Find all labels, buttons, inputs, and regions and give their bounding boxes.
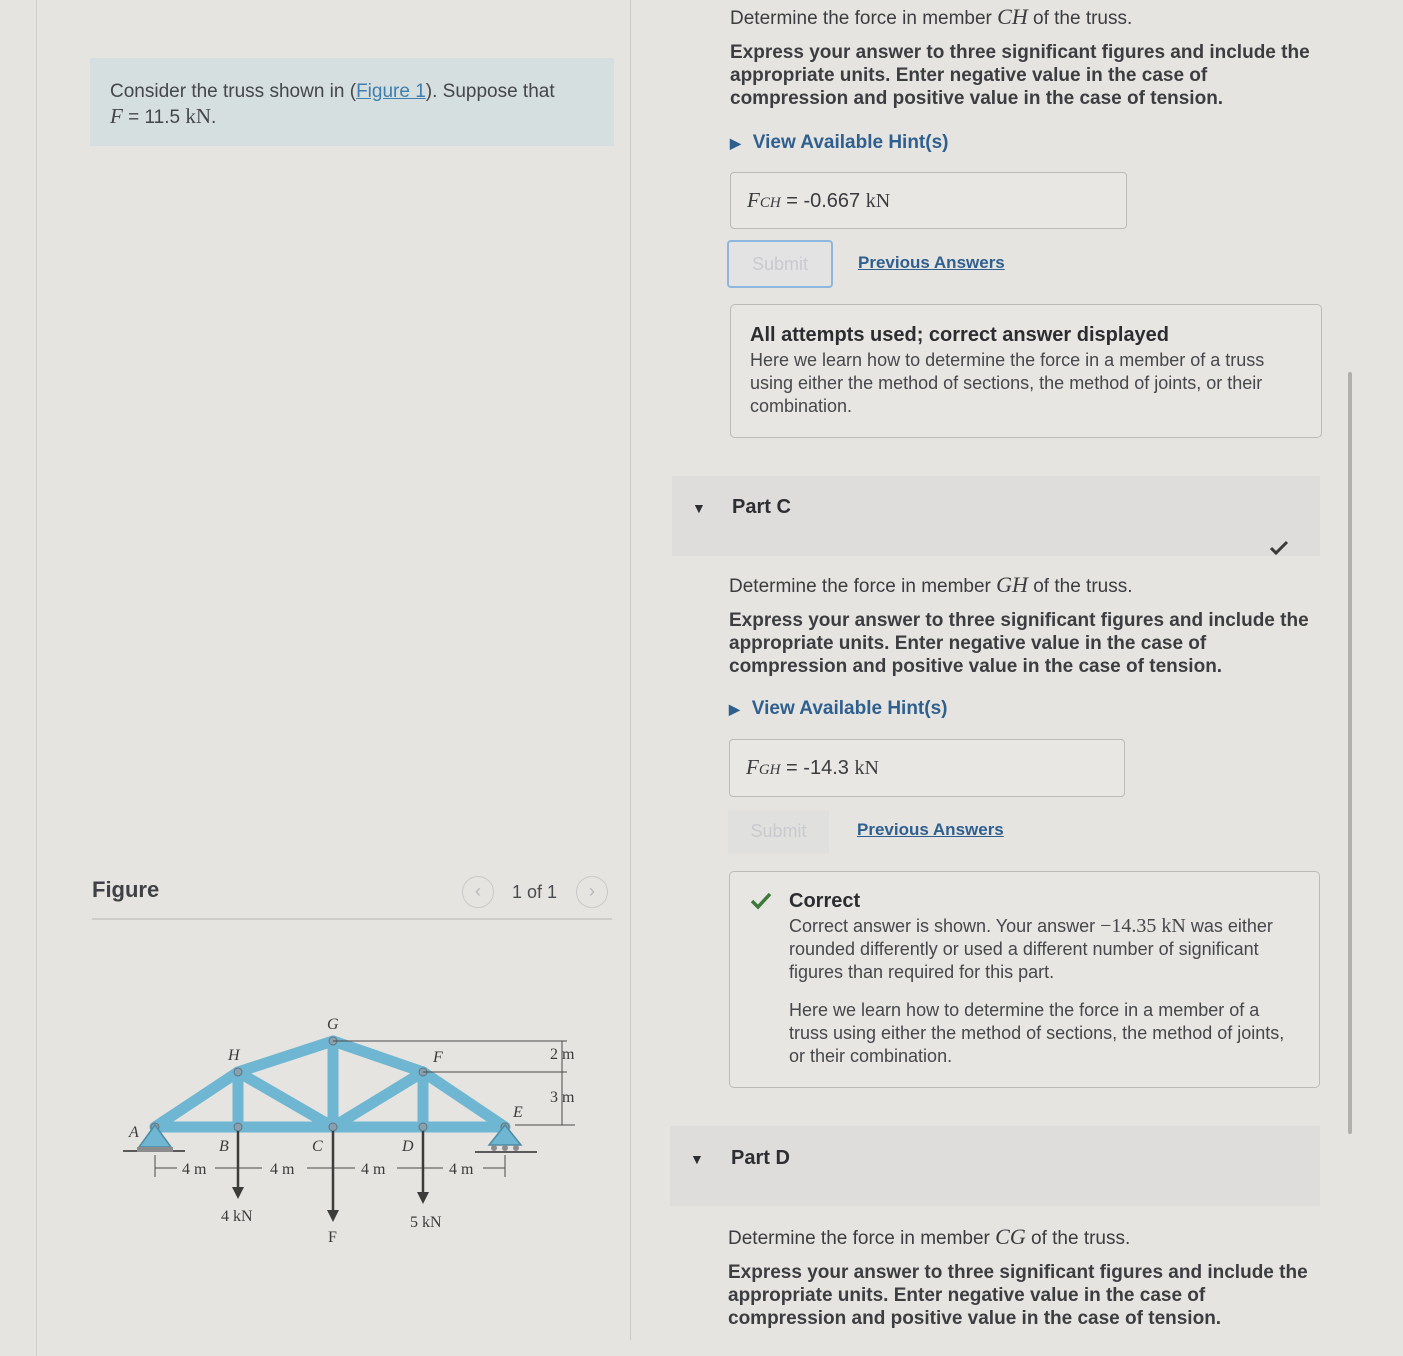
question-text: Determine the force in member [729,576,997,597]
dim-label-1: 4 m [182,1161,207,1178]
label-e: E [513,1104,523,1121]
caret-down-icon[interactable]: ▼ [690,1151,704,1167]
part-d-instructions: Express your answer to three significant figures and include the appropriate units. Enter negative value in the case of compression and positive value in the case of tension. [728,1262,1308,1329]
answer-unit: kN [865,190,891,212]
figure-link[interactable]: Figure 1 [356,81,426,102]
force-value: = 11.5 [122,107,186,128]
label-c: C [312,1138,323,1155]
caret-down-icon[interactable]: ▼ [692,500,706,516]
part-b-previous-answers-link[interactable]: Previous Answers [858,253,1005,272]
feedback-text-end: was either rounded differently or used a different number of significant figures than required for this part. [789,916,1273,982]
joint-c [329,1123,337,1131]
part-c-title: Part C [732,496,791,518]
force-period: . [211,107,217,128]
part-c-feedback-title: Correct [789,890,861,912]
hint-label: View Available Hint(s) [751,698,948,719]
part-b-question [730,4,1132,30]
load-label-b: 4 kN [221,1208,253,1225]
member-cf [333,1072,423,1127]
feedback-text-start: Correct answer is shown. Your answer [789,916,1101,936]
label-h: H [228,1047,240,1064]
answer-subscript: GH [758,762,781,778]
truss-diagram [115,1005,595,1255]
answer-unit: kN [854,757,879,779]
part-b-submit-button[interactable]: Submit [727,240,833,288]
chevron-left-icon: ‹ [475,881,481,901]
label-d: D [402,1138,414,1155]
question-text: Determine the force in member [728,1228,996,1249]
part-b-answer-field[interactable] [730,172,1127,229]
left-edge-line [36,0,37,1356]
question-text-end: of the truss. [1025,1228,1131,1249]
load-label-d: 5 kN [410,1214,442,1231]
truss-members [155,1041,505,1127]
scrollbar[interactable] [1348,372,1352,1134]
part-c-submit-button[interactable]: Submit [728,810,829,854]
figure-divider [92,918,612,920]
correct-checkmark-icon [749,891,773,911]
member-ah [155,1072,238,1127]
question-text-end: of the truss. [1027,8,1133,29]
force-variable: F [110,104,123,128]
answer-value: = -0.667 [780,190,866,212]
dim-label-bottom: 3 m [550,1089,575,1106]
part-d-question [728,1224,1130,1250]
part-b-hint-toggle[interactable] [730,132,948,154]
force-unit: kN [185,104,212,128]
member-hc [238,1072,333,1127]
caret-right-icon: ▶ [729,701,740,717]
dim-label-4: 4 m [449,1161,474,1178]
answer-subscript: CH [759,195,781,211]
label-b: B [219,1138,229,1155]
hint-label: View Available Hint(s) [752,132,949,153]
part-b-instructions: Express your answer to three significant figures and include the appropriate units. Enter negative value in the case of compression and positive value in the case of tension. [730,42,1310,109]
previous-figure-button[interactable] [462,876,494,908]
member-gf [333,1041,423,1072]
answer-variable: F [747,188,760,212]
next-figure-button[interactable] [576,876,608,908]
part-c-answer-field[interactable] [729,739,1125,797]
answer-value: = -14.3 [780,757,855,779]
label-a: A [129,1124,139,1141]
label-g: G [327,1016,339,1033]
joint-h [234,1068,242,1076]
caret-right-icon: ▶ [730,135,741,151]
joint-b [234,1123,242,1131]
problem-statement [110,80,590,130]
load-label-c: F [328,1229,337,1246]
member-name: CH [997,4,1028,29]
part-b-feedback-title: All attempts used; correct answer displayed [750,324,1170,346]
member-name: CG [995,1224,1026,1249]
joint-d [419,1123,427,1131]
figure-heading: Figure [92,877,160,902]
member-hg [238,1041,333,1072]
part-c-question [729,572,1133,598]
part-d-title: Part D [731,1147,790,1169]
part-c-hint-toggle[interactable] [729,698,947,720]
applied-loads [232,1131,429,1222]
part-c-feedback-text [789,915,1294,984]
question-text: Determine the force in member [730,8,998,29]
dim-label-2: 4 m [270,1161,295,1178]
member-name: GH [996,572,1028,597]
problem-text-start: Consider the truss shown in ( [110,81,357,102]
member-fe [423,1072,505,1127]
dim-label-3: 4 m [361,1161,386,1178]
panel-divider [630,0,631,1340]
part-c-instructions: Express your answer to three significant figures and include the appropriate units. Enter negative value in the case of compression and positive value in the case of tension. [729,610,1309,677]
dim-label-top: 2 m [550,1046,575,1063]
part-c-previous-answers-link[interactable]: Previous Answers [857,820,1004,839]
chevron-right-icon: › [589,881,595,901]
part-b-feedback-text: Here we learn how to determine the force in a member of a truss using either the method of sections, the method of joints, or their combination. [750,350,1265,416]
problem-text-end: ). Suppose that [425,81,555,102]
part-c-feedback-explanation: Here we learn how to determine the force in a member of a truss using either the method of sections, the method of joints, or their combination. [789,1000,1285,1066]
checkmark-icon [1268,539,1290,557]
feedback-answer-value: −14.35 kN [1100,915,1186,937]
figure-pager: 1 of 1 [512,882,558,902]
question-text-end: of the truss. [1027,576,1133,597]
answer-variable: F [746,755,759,779]
label-f: F [433,1049,443,1066]
